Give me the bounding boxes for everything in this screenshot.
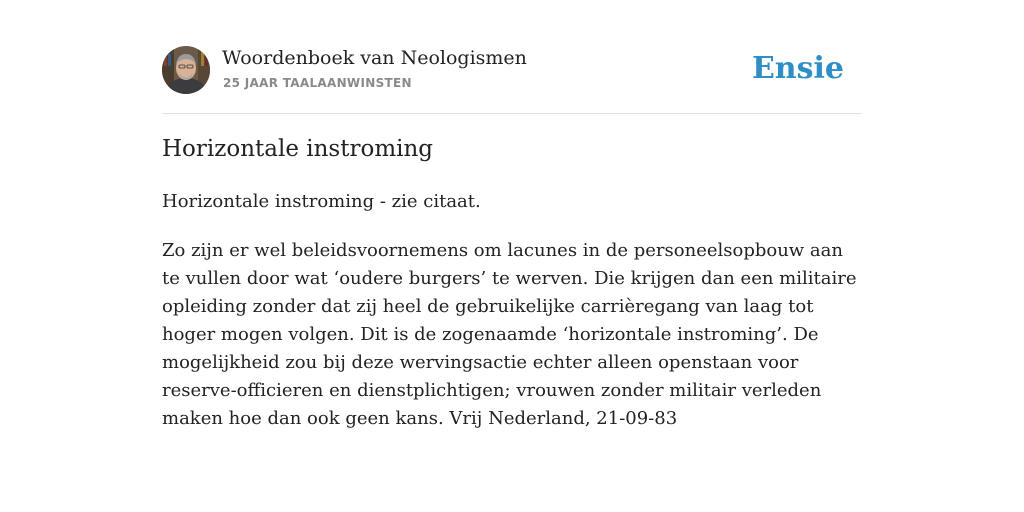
entry-citation: Zo zijn er wel beleidsvoornemens om lacunes in de personeelsopbouw aan te vullen door wat ‘oudere burgers’ te werven. Die krijgen dan een militaire opleiding zonder dat zij heel de gebruikelijke carrièregang van laag tot hoger mogen volgen. Dit is de zogenaamde ‘horizontale instroming’. De mogelijkheid zou bij deze wervingsactie echter alleen openstaan voor reserve-officieren en dienstplichtigen; vrouwen zonder militair verleden maken hoe dan ook geen kans. Vrij Nederland, 21-09-83 [162,240,857,429]
header-divider [162,113,862,114]
ensie-logo[interactable]: Ensie [751,51,844,86]
source-title[interactable]: Woordenboek van Neologismen [222,47,527,69]
author-portrait-icon [162,46,210,94]
avatar[interactable] [162,46,210,94]
entry-definition: Horizontale instroming - zie citaat. [162,191,481,212]
entry-title: Horizontale instroming [162,136,434,162]
source-subtitle: 25 JAAR TAALAANWINSTEN [223,76,412,90]
source-header [162,46,862,96]
